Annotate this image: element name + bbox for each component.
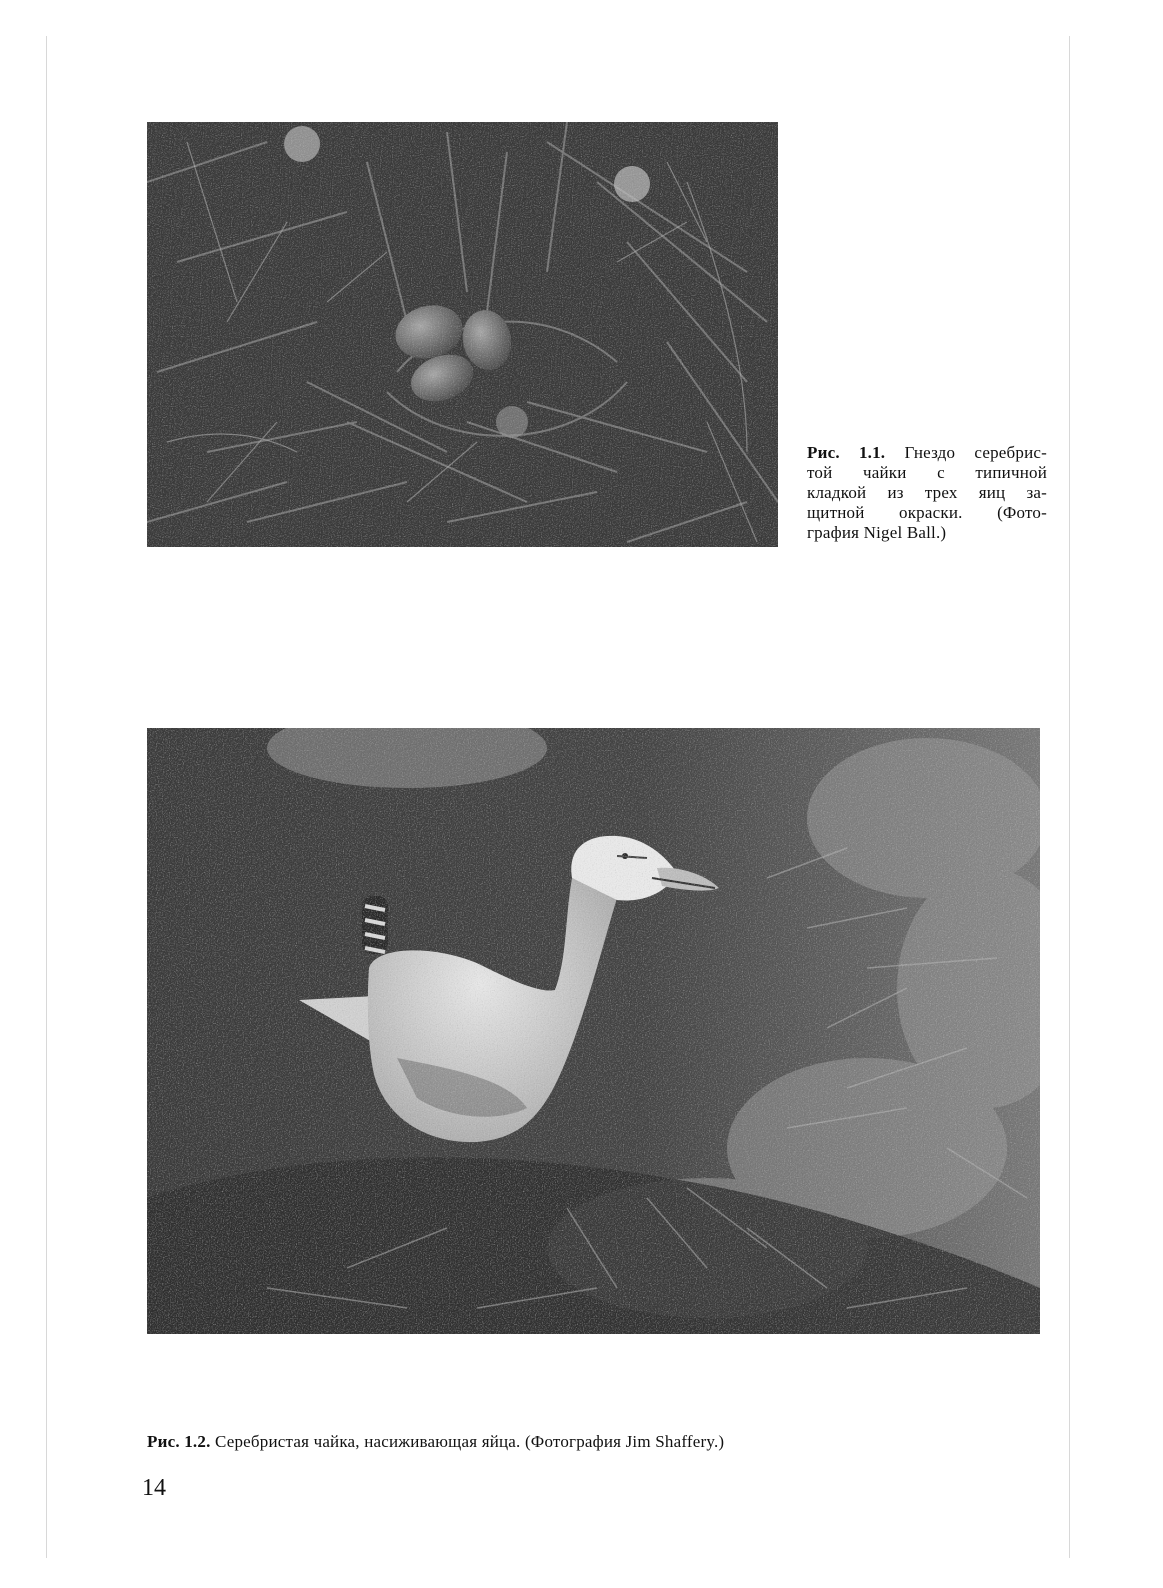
page-edge-left bbox=[46, 36, 47, 1558]
page-edge-right bbox=[1069, 36, 1070, 1558]
caption-line: кладкой из трех яиц за- bbox=[807, 483, 1047, 502]
figure-1-2-photo bbox=[147, 728, 1040, 1334]
figure-1-2-label: Рис. 1.2. bbox=[147, 1432, 211, 1451]
gull-nest-photo-image bbox=[147, 122, 778, 547]
page-number: 14 bbox=[142, 1475, 166, 1501]
caption-line: графия Nigel Ball.) bbox=[807, 523, 947, 542]
figure-1-1-photo bbox=[147, 122, 778, 547]
caption-line: щитной окраски. (Фото- bbox=[807, 503, 1047, 522]
figure-1-1-caption bbox=[807, 443, 1047, 543]
caption-line: Гнездо серебрис- bbox=[904, 443, 1047, 462]
figure-1-2-caption-text: Серебристая чайка, насиживающая яйца. (Фотография Jim Shaffery.) bbox=[214, 1432, 725, 1451]
figure-1-2-caption bbox=[147, 1432, 1027, 1452]
figure-1-1-label: Рис. 1.1. bbox=[807, 443, 886, 462]
caption-line: той чайки с типичной bbox=[807, 463, 1047, 482]
herring-gull-photo-image bbox=[147, 728, 1040, 1334]
